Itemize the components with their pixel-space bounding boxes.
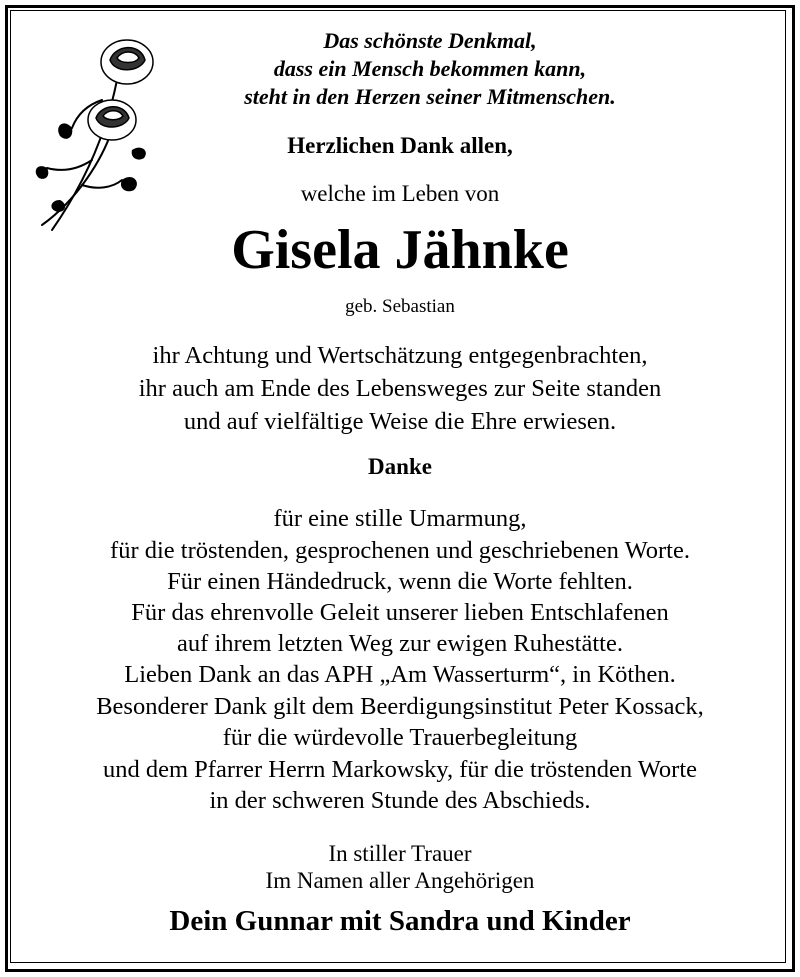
paragraph2-line-4: Für das ehrenvolle Geleit unserer lieben Entschlafenen	[131, 599, 669, 626]
paragraph2-line-8: für die würdevolle Trauerbegleitung	[222, 724, 578, 751]
closing-line-1: In stiller Trauer	[328, 841, 472, 866]
paragraph2-line-2: für die tröstenden, gesprochenen und geschriebenen Worte.	[110, 537, 690, 564]
paragraph2-line-3: Für einen Händedruck, wenn die Worte fehlten.	[167, 568, 633, 595]
paragraph2-line-5: auf ihrem letzten Weg zur ewigen Ruhestätte.	[177, 630, 623, 657]
motto-line-3: steht in den Herzen seiner Mitmenschen.	[244, 84, 616, 109]
paragraph2-line-10: in der schweren Stunde des Abschieds.	[209, 787, 591, 814]
paragraph1-line-2: ihr auch am Ende des Lebensweges zur Seite standen	[138, 375, 662, 402]
paragraph1-line-3: und auf vielfältige Weise die Ehre erwiesen.	[183, 408, 617, 435]
paragraph2-line-7: Besonderer Dank gilt dem Beerdigungsinstitut Peter Kossack,	[96, 693, 704, 720]
motto-line-1: Das schönste Denkmal,	[323, 28, 537, 53]
danke-heading: Danke	[368, 454, 432, 479]
motto-line-2: dass ein Mensch bekommen kann,	[273, 56, 587, 81]
thanks-heading: Herzlichen Dank allen,	[287, 133, 513, 158]
signature: Dein Gunnar mit Sandra und Kinder	[169, 905, 631, 937]
closing-line-2: Im Namen aller Angehörigen	[265, 868, 535, 893]
paragraph2-line-1: für eine stille Umarmung,	[273, 505, 527, 532]
intro-text: welche im Leben von	[300, 181, 500, 206]
birth-name: geb. Sebastian	[345, 296, 455, 317]
paragraph2-line-6: Lieben Dank an das APH „Am Wasserturm“, in Köthen.	[124, 661, 676, 688]
deceased-name: Gisela Jähnke	[231, 219, 569, 281]
paragraph1-line-1: ihr Achtung und Wertschätzung entgegenbrachten,	[152, 342, 648, 369]
paragraph2-line-9: und dem Pfarrer Herrn Markowsky, für die tröstenden Worte	[102, 756, 698, 783]
